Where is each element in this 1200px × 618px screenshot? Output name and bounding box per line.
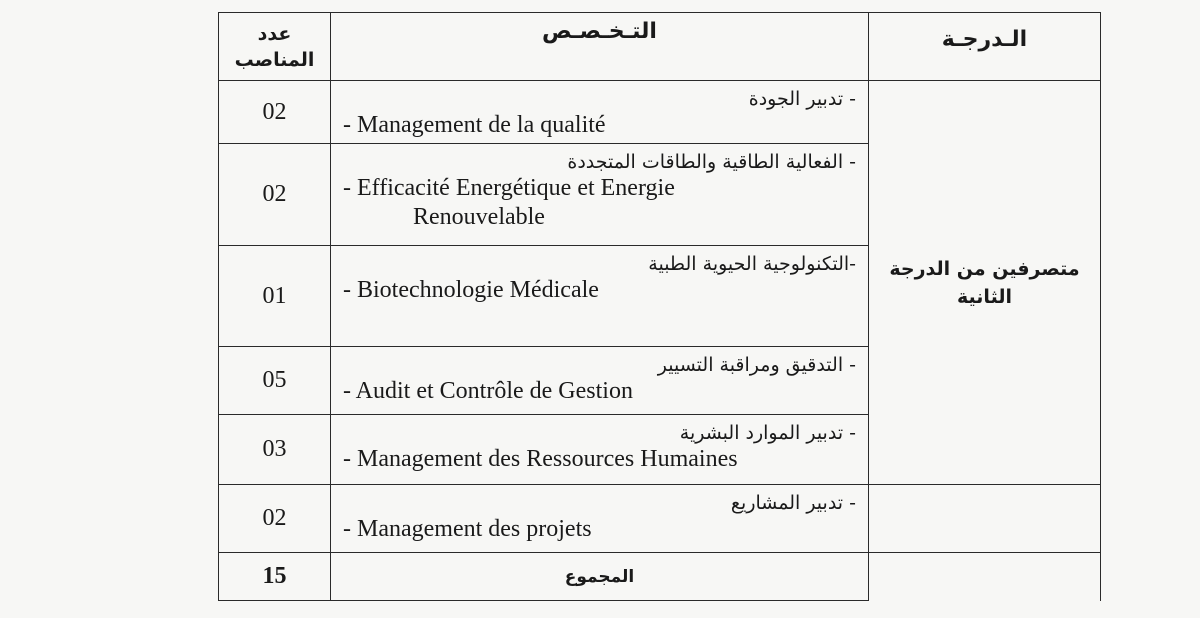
specialty-french-line: - Efficacité Energétique et Energie	[343, 175, 675, 201]
specialty-french	[331, 174, 868, 232]
total-label: المجموع	[331, 553, 869, 601]
grade-cell: متصرفين من الدرجة الثانية	[869, 81, 1101, 485]
positions-table	[218, 12, 1101, 601]
position-count: 02	[219, 144, 331, 246]
specialty-cell	[331, 246, 869, 347]
header-count: عدد المناصب	[219, 13, 331, 81]
total-count: 15	[219, 553, 331, 601]
table-row	[219, 485, 1101, 553]
document-page	[218, 12, 1100, 600]
specialty-arabic: - الفعالية الطاقية والطاقات المتجددة	[567, 151, 856, 173]
specialty-french: - Management des projets	[343, 516, 592, 542]
total-blank-cell	[869, 553, 1101, 601]
specialty-cell	[331, 81, 869, 144]
position-count: 05	[219, 347, 331, 415]
specialty-french: - Biotechnologie Médicale	[343, 277, 599, 303]
specialty-french: - Management de la qualité	[343, 112, 606, 138]
table-row	[219, 81, 1101, 144]
specialty-cell	[331, 144, 869, 246]
position-count: 01	[219, 246, 331, 347]
header-grade: الـدرجـة	[869, 13, 1101, 81]
position-count: 02	[219, 81, 331, 144]
specialty-arabic: - تدبير الجودة	[748, 88, 856, 110]
specialty-arabic: - تدبير الموارد البشرية	[679, 422, 856, 444]
header-row	[219, 13, 1101, 81]
specialty-cell	[331, 347, 869, 415]
specialty-arabic: - تدبير المشاريع	[730, 492, 856, 514]
grade-empty-cell	[869, 485, 1101, 553]
specialty-cell	[331, 415, 869, 485]
total-row	[219, 553, 1101, 601]
specialty-french: - Management des Ressources Humaines	[343, 446, 738, 472]
position-count: 02	[219, 485, 331, 553]
header-specialty: التـخـصـص	[331, 13, 869, 81]
specialty-french: - Audit et Contrôle de Gestion	[343, 378, 633, 404]
specialty-cell	[331, 485, 869, 553]
specialty-french-continuation: Renouvelable	[413, 204, 545, 230]
specialty-arabic: -التكنولوجية الحيوية الطبية	[648, 253, 856, 275]
specialty-arabic: - التدقيق ومراقبة التسيير	[657, 354, 856, 376]
position-count: 03	[219, 415, 331, 485]
